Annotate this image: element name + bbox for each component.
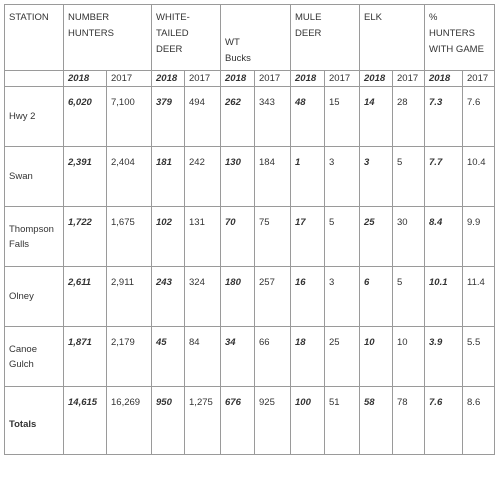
harvest-table (4, 4, 495, 455)
year-2017: 2017 (463, 71, 495, 87)
table-cell: 1,871 (64, 327, 107, 387)
table-cell: 257 (255, 267, 291, 327)
table-cell: 9.9 (463, 207, 495, 267)
table-body (5, 87, 495, 387)
year-2017: 2017 (255, 71, 291, 87)
table-cell: 70 (221, 207, 255, 267)
year-2018: 2018 (425, 71, 463, 87)
table-cell: 243 (152, 267, 185, 327)
totals-cell: 1,275 (185, 387, 221, 455)
table-cell: 1,675 (107, 207, 152, 267)
table-row (5, 207, 495, 267)
header-row (5, 5, 495, 71)
table-cell: 18 (291, 327, 325, 387)
table-cell: 7,100 (107, 87, 152, 147)
table-cell: 7.7 (425, 147, 463, 207)
station-name: Canoe Gulch (5, 327, 64, 387)
totals-cell: 14,615 (64, 387, 107, 455)
table-cell: 184 (255, 147, 291, 207)
table-cell: 7.3 (425, 87, 463, 147)
table-cell: 17 (291, 207, 325, 267)
station-name: Hwy 2 (5, 87, 64, 147)
table-row (5, 87, 495, 147)
table-cell: 102 (152, 207, 185, 267)
table-row (5, 327, 495, 387)
header-mule-deer: MULE DEER (291, 5, 360, 71)
year-2018: 2018 (64, 71, 107, 87)
totals-label: Totals (5, 387, 64, 455)
table-cell: 131 (185, 207, 221, 267)
table-cell: 324 (185, 267, 221, 327)
station-name: Thompson Falls (5, 207, 64, 267)
table-cell: 5 (325, 207, 360, 267)
year-2017: 2017 (325, 71, 360, 87)
table-cell: 3 (360, 147, 393, 207)
table-cell: 5 (393, 267, 425, 327)
header-pct-hunters-with-game: % HUNTERS WITH GAME (425, 5, 495, 71)
year-2018: 2018 (221, 71, 255, 87)
table-cell: 10 (393, 327, 425, 387)
year-2018: 2018 (291, 71, 325, 87)
table-cell: 45 (152, 327, 185, 387)
table-cell: 3 (325, 147, 360, 207)
totals-cell: 78 (393, 387, 425, 455)
table-cell: 180 (221, 267, 255, 327)
totals-cell: 8.6 (463, 387, 495, 455)
table-cell: 11.4 (463, 267, 495, 327)
table-cell: 28 (393, 87, 425, 147)
table-cell: 6 (360, 267, 393, 327)
table-cell: 2,391 (64, 147, 107, 207)
table-cell: 25 (325, 327, 360, 387)
table-cell: 16 (291, 267, 325, 327)
table-cell: 66 (255, 327, 291, 387)
table-cell: 1 (291, 147, 325, 207)
table-cell: 343 (255, 87, 291, 147)
table-cell: 379 (152, 87, 185, 147)
table-cell: 75 (255, 207, 291, 267)
table-cell: 14 (360, 87, 393, 147)
table-cell: 262 (221, 87, 255, 147)
totals-cell: 51 (325, 387, 360, 455)
header-station: STATION (5, 5, 64, 71)
table-cell: 3.9 (425, 327, 463, 387)
table-cell: 6,020 (64, 87, 107, 147)
table-cell: 2,611 (64, 267, 107, 327)
harvest-table-container (4, 4, 495, 455)
table-cell: 181 (152, 147, 185, 207)
year-2017: 2017 (185, 71, 221, 87)
totals-cell: 925 (255, 387, 291, 455)
totals-cell: 58 (360, 387, 393, 455)
station-name: Swan (5, 147, 64, 207)
station-name: Olney (5, 267, 64, 327)
year-row (5, 71, 495, 87)
header-elk: ELK (360, 5, 425, 71)
table-cell: 8.4 (425, 207, 463, 267)
table-cell: 10.4 (463, 147, 495, 207)
table-row (5, 267, 495, 327)
table-cell: 48 (291, 87, 325, 147)
table-cell: 2,404 (107, 147, 152, 207)
table-cell: 5 (393, 147, 425, 207)
year-2017: 2017 (107, 71, 152, 87)
header-whitetailed-deer: WHITE- TAILED DEER (152, 5, 221, 71)
table-cell: 1,722 (64, 207, 107, 267)
year-2017: 2017 (393, 71, 425, 87)
table-cell: 30 (393, 207, 425, 267)
table-cell: 10.1 (425, 267, 463, 327)
table-cell: 130 (221, 147, 255, 207)
totals-cell: 676 (221, 387, 255, 455)
table-cell: 84 (185, 327, 221, 387)
table-row (5, 147, 495, 207)
table-cell: 25 (360, 207, 393, 267)
table-cell: 494 (185, 87, 221, 147)
header-wt-bucks: WT Bucks (221, 5, 291, 71)
table-cell: 10 (360, 327, 393, 387)
year-2018: 2018 (152, 71, 185, 87)
table-cell: 2,179 (107, 327, 152, 387)
table-cell: 15 (325, 87, 360, 147)
totals-cell: 950 (152, 387, 185, 455)
totals-cell: 7.6 (425, 387, 463, 455)
header-number-hunters: NUMBER HUNTERS (64, 5, 152, 71)
totals-cell: 16,269 (107, 387, 152, 455)
table-cell: 5.5 (463, 327, 495, 387)
year-2018: 2018 (360, 71, 393, 87)
table-cell: 7.6 (463, 87, 495, 147)
table-cell: 3 (325, 267, 360, 327)
table-cell: 34 (221, 327, 255, 387)
totals-cell: 100 (291, 387, 325, 455)
totals-row (5, 387, 495, 455)
year-cell-blank (5, 71, 64, 87)
table-cell: 2,911 (107, 267, 152, 327)
table-cell: 242 (185, 147, 221, 207)
